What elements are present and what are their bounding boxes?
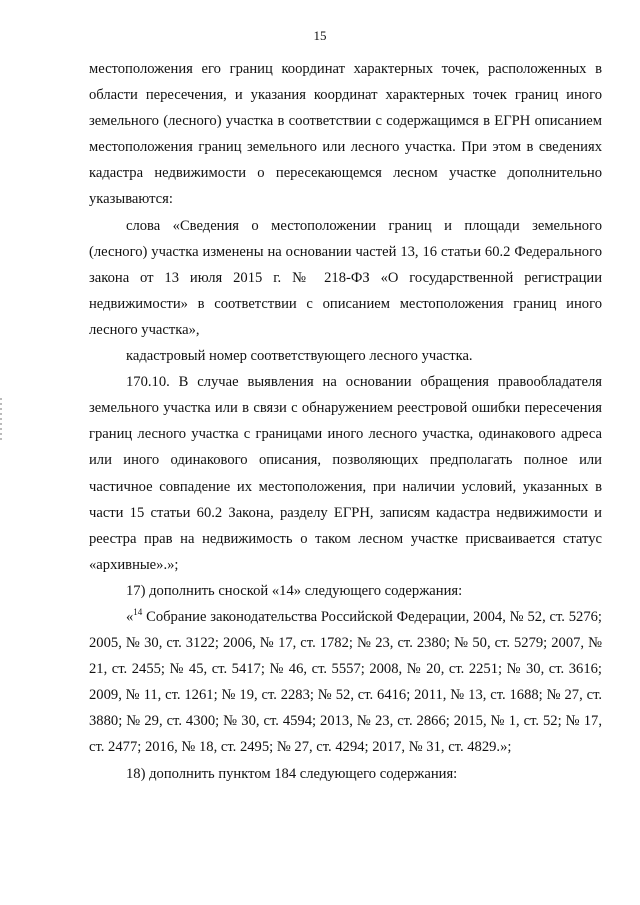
footnote-text: Собрание законодательства Российской Федерации, 2004, № 52, ст. 5276; 2005, № 30, ст. 3122; 2006, № 17, ст. 1782; № 23, ст. 2380; № 50, ст. 5279; 2007, № 21, ст. 2455; № 45, ст. 5417; № 46, ст. 5557; 2008, № 20, ст. 2251; № 30, ст. 3616; 2009, № 11, ст. 1261; № 19, ст. 2283; № 52, ст. 6416; 2011, № 13, ст. 1688; № 27, ст. 3880; № 29, ст. 4300; № 30, ст. 4594; 2013, № 23, ст. 2866; 2015, № 1, ст. 52; № 17, ст. 2477; 2016, № 18, ст. 2495; № 27, ст. 4294; 2017, № 31, ст. 4829.»;	[89, 608, 602, 756]
open-quote: «	[126, 608, 134, 625]
paragraph-footnote-14	[89, 604, 602, 761]
paragraph-words-quote: слова «Сведения о местоположении границ и площади земельного (лесного) участка изменены на основании частей 13, 16 статьи 60.2 Федерального закона от 13 июля 2015 г. № 218-ФЗ «О государственной регистрации недвижимости» в соответствии с описанием местоположения границ иного лесного участка»,	[89, 217, 602, 338]
paragraph-cadastral-number: кадастровый номер соответствующего лесного участка.	[126, 348, 473, 365]
footnote-mark: 14	[133, 606, 143, 617]
paragraph-170-10: 170.10. В случае выявления на основании обращения правообладателя земельного участка или в связи с обнаружением реестровой ошибки пересечения границ лесного участка с границами иного лесного участка, одинакового адреса или иного одинакового описания, позволяющих предполагать полное или частичное совпадение их местоположения, при наличии условий, указанных в части 15 статьи 60.2 Закона, разделу ЕГРН, записям кадастра недвижимости и реестра прав на недвижимость о таком лесном участке присваивается статус «архивные».»;	[89, 374, 602, 573]
paragraph-item-18: 18) дополнить пунктом 184 следующего содержания:	[126, 765, 458, 782]
paragraph-item-17: 17) дополнить сноской «14» следующего содержания:	[126, 582, 463, 599]
document-body	[89, 56, 602, 787]
paragraph-continuation: местоположения его границ координат характерных точек, расположенных в области пересечения, и указания координат характерных точек границ иного земельного (лесного) участка в соответствии с содержащимся в ЕГРН описанием местоположения границ земельного или лесного участка. При этом в сведениях кадастра недвижимости о пересекающемся лесном участке дополнительно указываются:	[89, 61, 602, 208]
page-number: 15	[313, 28, 327, 43]
scan-edge-mark	[0, 398, 2, 442]
